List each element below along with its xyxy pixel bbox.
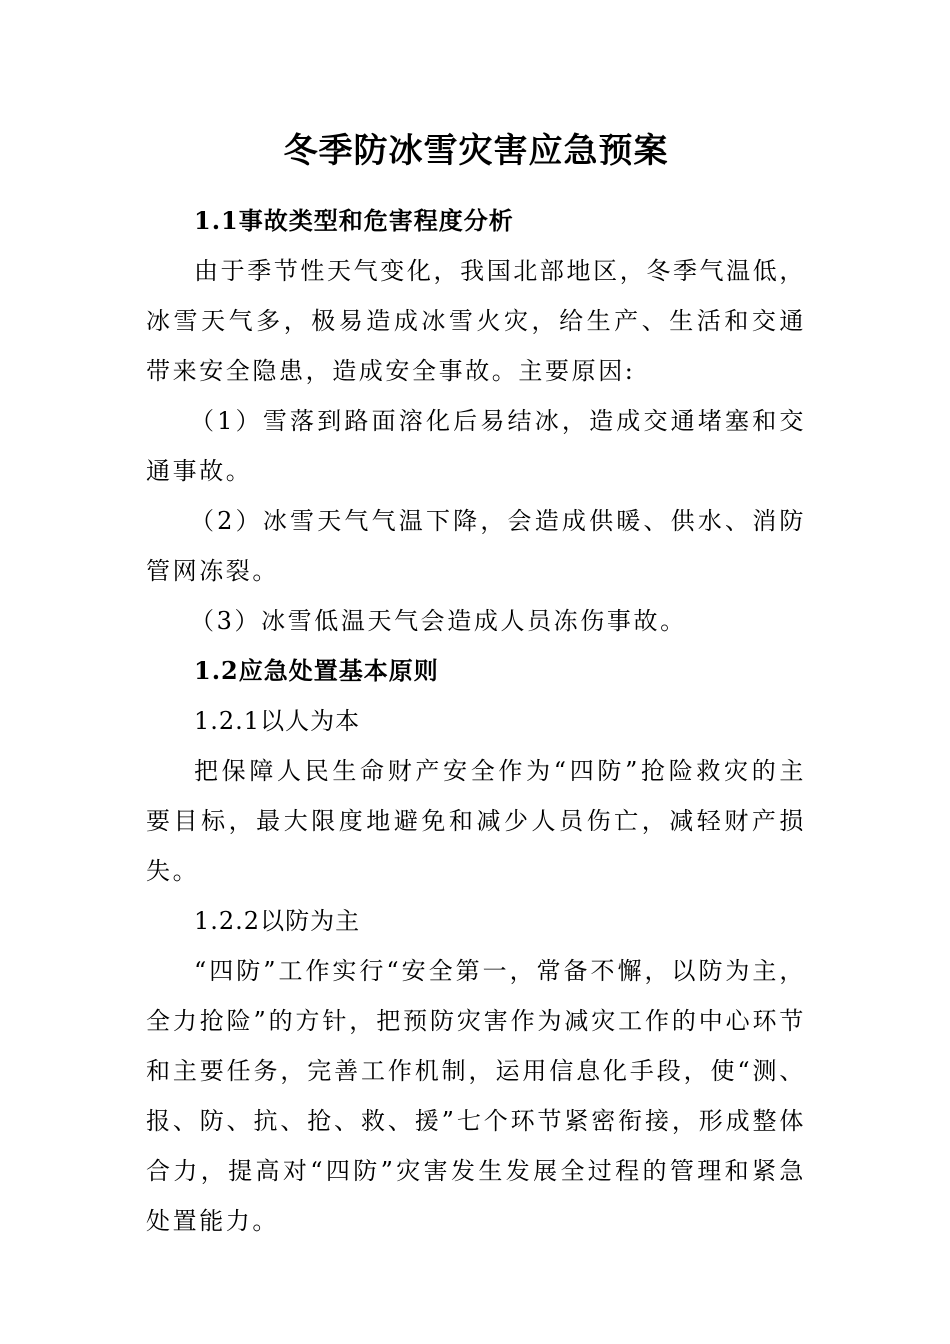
section-heading-1-1: 1.1事故类型和危害程度分析 — [194, 206, 514, 235]
paragraph-1-2-2: “四防”工作实行“安全第一，常备不懈，以防为主，全力抢险”的方针，把预防灾害作为减灾工作的中心环节和主要任务，完善工作机制，运用信息化手段，使“测、报、防、抗、抢、救、援”七个环节紧密衔接，形成整体合力，提高对“四防”灾害发生发展全过程的管理和紧急处置能力。 — [146, 957, 806, 1235]
section-heading-1-2: 1.2应急处置基本原则 — [194, 656, 439, 685]
list-item-2: （2）冰雪天气气温下降，会造成供暖、供水、消防管网冻裂。 — [146, 507, 806, 585]
list-item-3: （3）冰雪低温天气会造成人员冻伤事故。 — [190, 607, 687, 635]
document-title: 冬季防冰雪灾害应急预案 — [283, 131, 669, 171]
paragraph-1-2-1: 把保障人民生命财产安全作为“四防”抢险救灾的主要目标，最大限度地避免和减少人员伤亡，减轻财产损失。 — [146, 757, 806, 885]
subsection-heading-1-2-1: 1.2.1以人为本 — [194, 707, 361, 735]
document-page — [146, 0, 806, 1344]
subsection-heading-1-2-2: 1.2.2以防为主 — [194, 907, 361, 935]
paragraph-intro: 由于季节性天气变化，我国北部地区，冬季气温低，冰雪天气多，极易造成冰雪火灾，给生产、生活和交通带来安全隐患，造成安全事故。主要原因: — [146, 257, 806, 385]
document-body — [146, 196, 806, 1246]
list-item-1: （1）雪落到路面溶化后易结冰，造成交通堵塞和交通事故。 — [146, 407, 806, 485]
